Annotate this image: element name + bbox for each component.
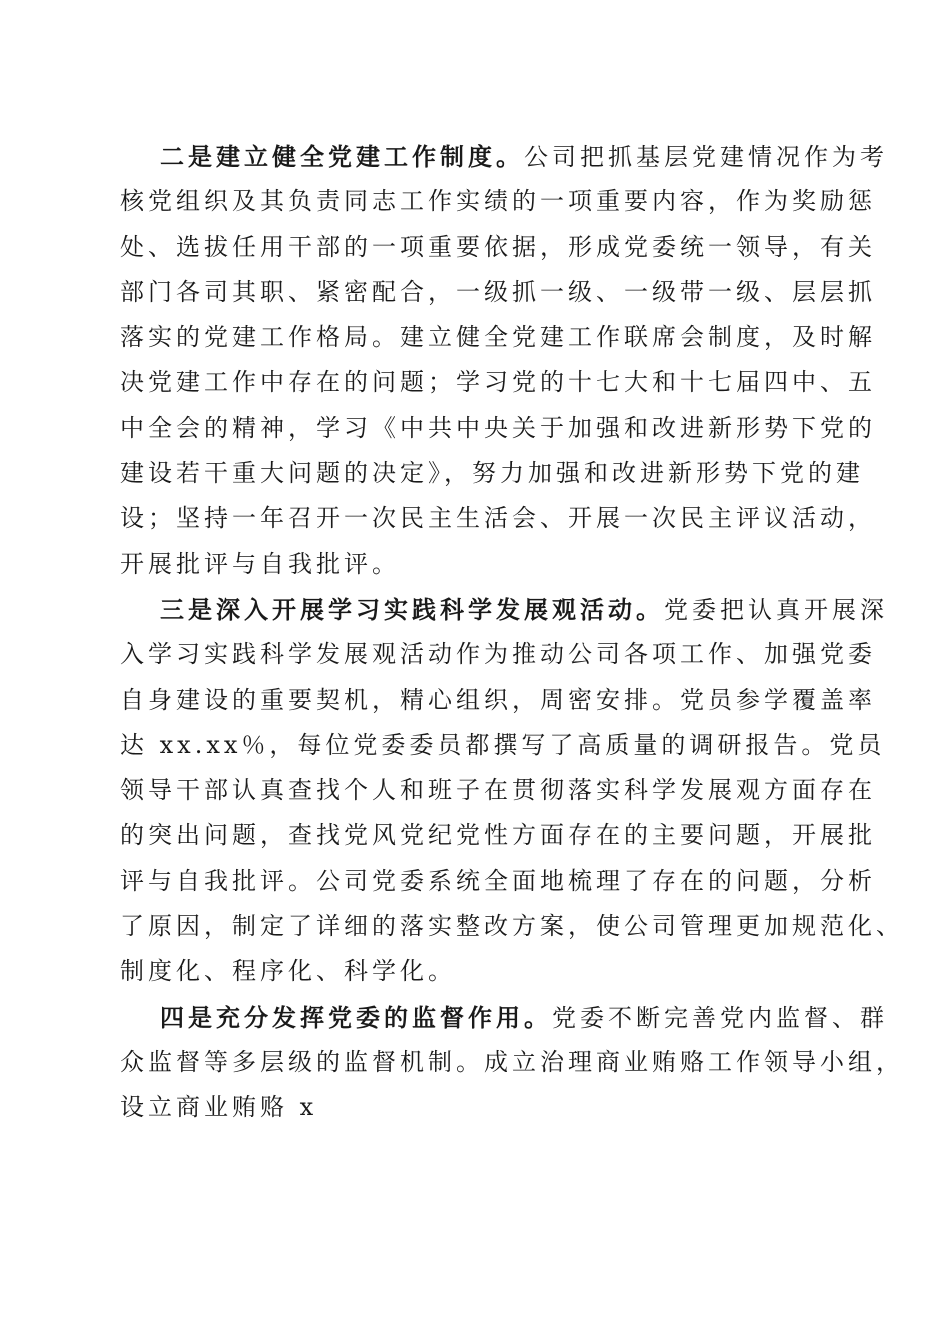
paragraph-3-line-1 [120, 995, 888, 1040]
paragraph-2-line-3: 自身建设的重要契机，精心组织，周密安排。党员参学覆盖率 [120, 685, 876, 714]
paragraph-2-line-8: 了原因，制定了详细的落实整改方案，使公司管理更加规范化、 [120, 912, 904, 941]
paragraph-1-line-1 [120, 134, 888, 179]
paragraph-2-lead: 三是深入开展学习实践科学发展观活动。 [160, 594, 664, 624]
paragraph-2-line-7: 评与自我批评。公司党委系统全面地梳理了存在的问题，分析 [120, 866, 876, 895]
paragraph-3 [120, 995, 904, 1131]
paragraph-2-line-6: 的突出问题，查找党风党纪党性方面存在的主要问题，开展批 [120, 821, 876, 850]
paragraph-1-first-line-rest: 公司把抓基层党建情况作为考 [524, 143, 888, 171]
paragraph-2-first-line-rest: 党委把认真开展深 [664, 595, 888, 624]
paragraph-3-lead: 四是充分发挥党委的监督作用。 [160, 1002, 552, 1032]
document-body [120, 134, 904, 1131]
paragraph-2-last-line: 制度化、程序化、科学化。 [120, 957, 456, 986]
paragraph-1-last-line: 开展批评与自我批评。 [120, 549, 400, 578]
paragraph-2-line-4: 达 xx.xx％，每位党委委员都撰写了高质量的调研报告。党员 [120, 730, 886, 759]
paragraph-2 [120, 587, 904, 995]
paragraph-1-line-4: 部门各司其职、紧密配合，一级抓一级、一级带一级、层层抓 [120, 277, 876, 306]
paragraph-1 [120, 134, 888, 587]
paragraph-2-line-5: 领导干部认真查找个人和班子在贯彻落实科学发展观方面存在 [120, 776, 876, 805]
paragraph-1-line-9: 设；坚持一年召开一次民主生活会、开展一次民主评议活动， [120, 504, 876, 533]
paragraph-1-line-8: 建设若干重大问题的决定》，努力加强和改进新形势下党的建 [120, 459, 864, 488]
paragraph-1-line-7: 中全会的精神，学习《中共中央关于加强和改进新形势下党的 [120, 413, 876, 442]
paragraph-3-line-2: 众监督等多层级的监督机制。成立治理商业贿赂工作领导小组， [120, 1047, 904, 1076]
paragraph-1-line-2: 核党组织及其负责同志工作实绩的一项重要内容，作为奖励惩 [120, 187, 876, 216]
paragraph-1-line-3: 处、选拔任用干部的一项重要依据，形成党委统一领导，有关 [120, 232, 876, 261]
paragraph-3-first-line-rest: 党委不断完善党内监督、群 [552, 1003, 888, 1032]
paragraph-2-line-2: 入学习实践科学发展观活动作为推动公司各项工作、加强党委 [120, 640, 876, 669]
paragraph-1-lead: 二是建立健全党建工作制度。 [160, 142, 524, 171]
paragraph-2-line-1 [120, 587, 888, 632]
paragraph-1-line-6: 决党建工作中存在的问题；学习党的十七大和十七届四中、五 [120, 368, 876, 397]
paragraph-3-last-line: 设立商业贿赂 x [120, 1093, 318, 1122]
paragraph-1-line-5: 落实的党建工作格局。建立健全党建工作联席会制度，及时解 [120, 323, 876, 352]
